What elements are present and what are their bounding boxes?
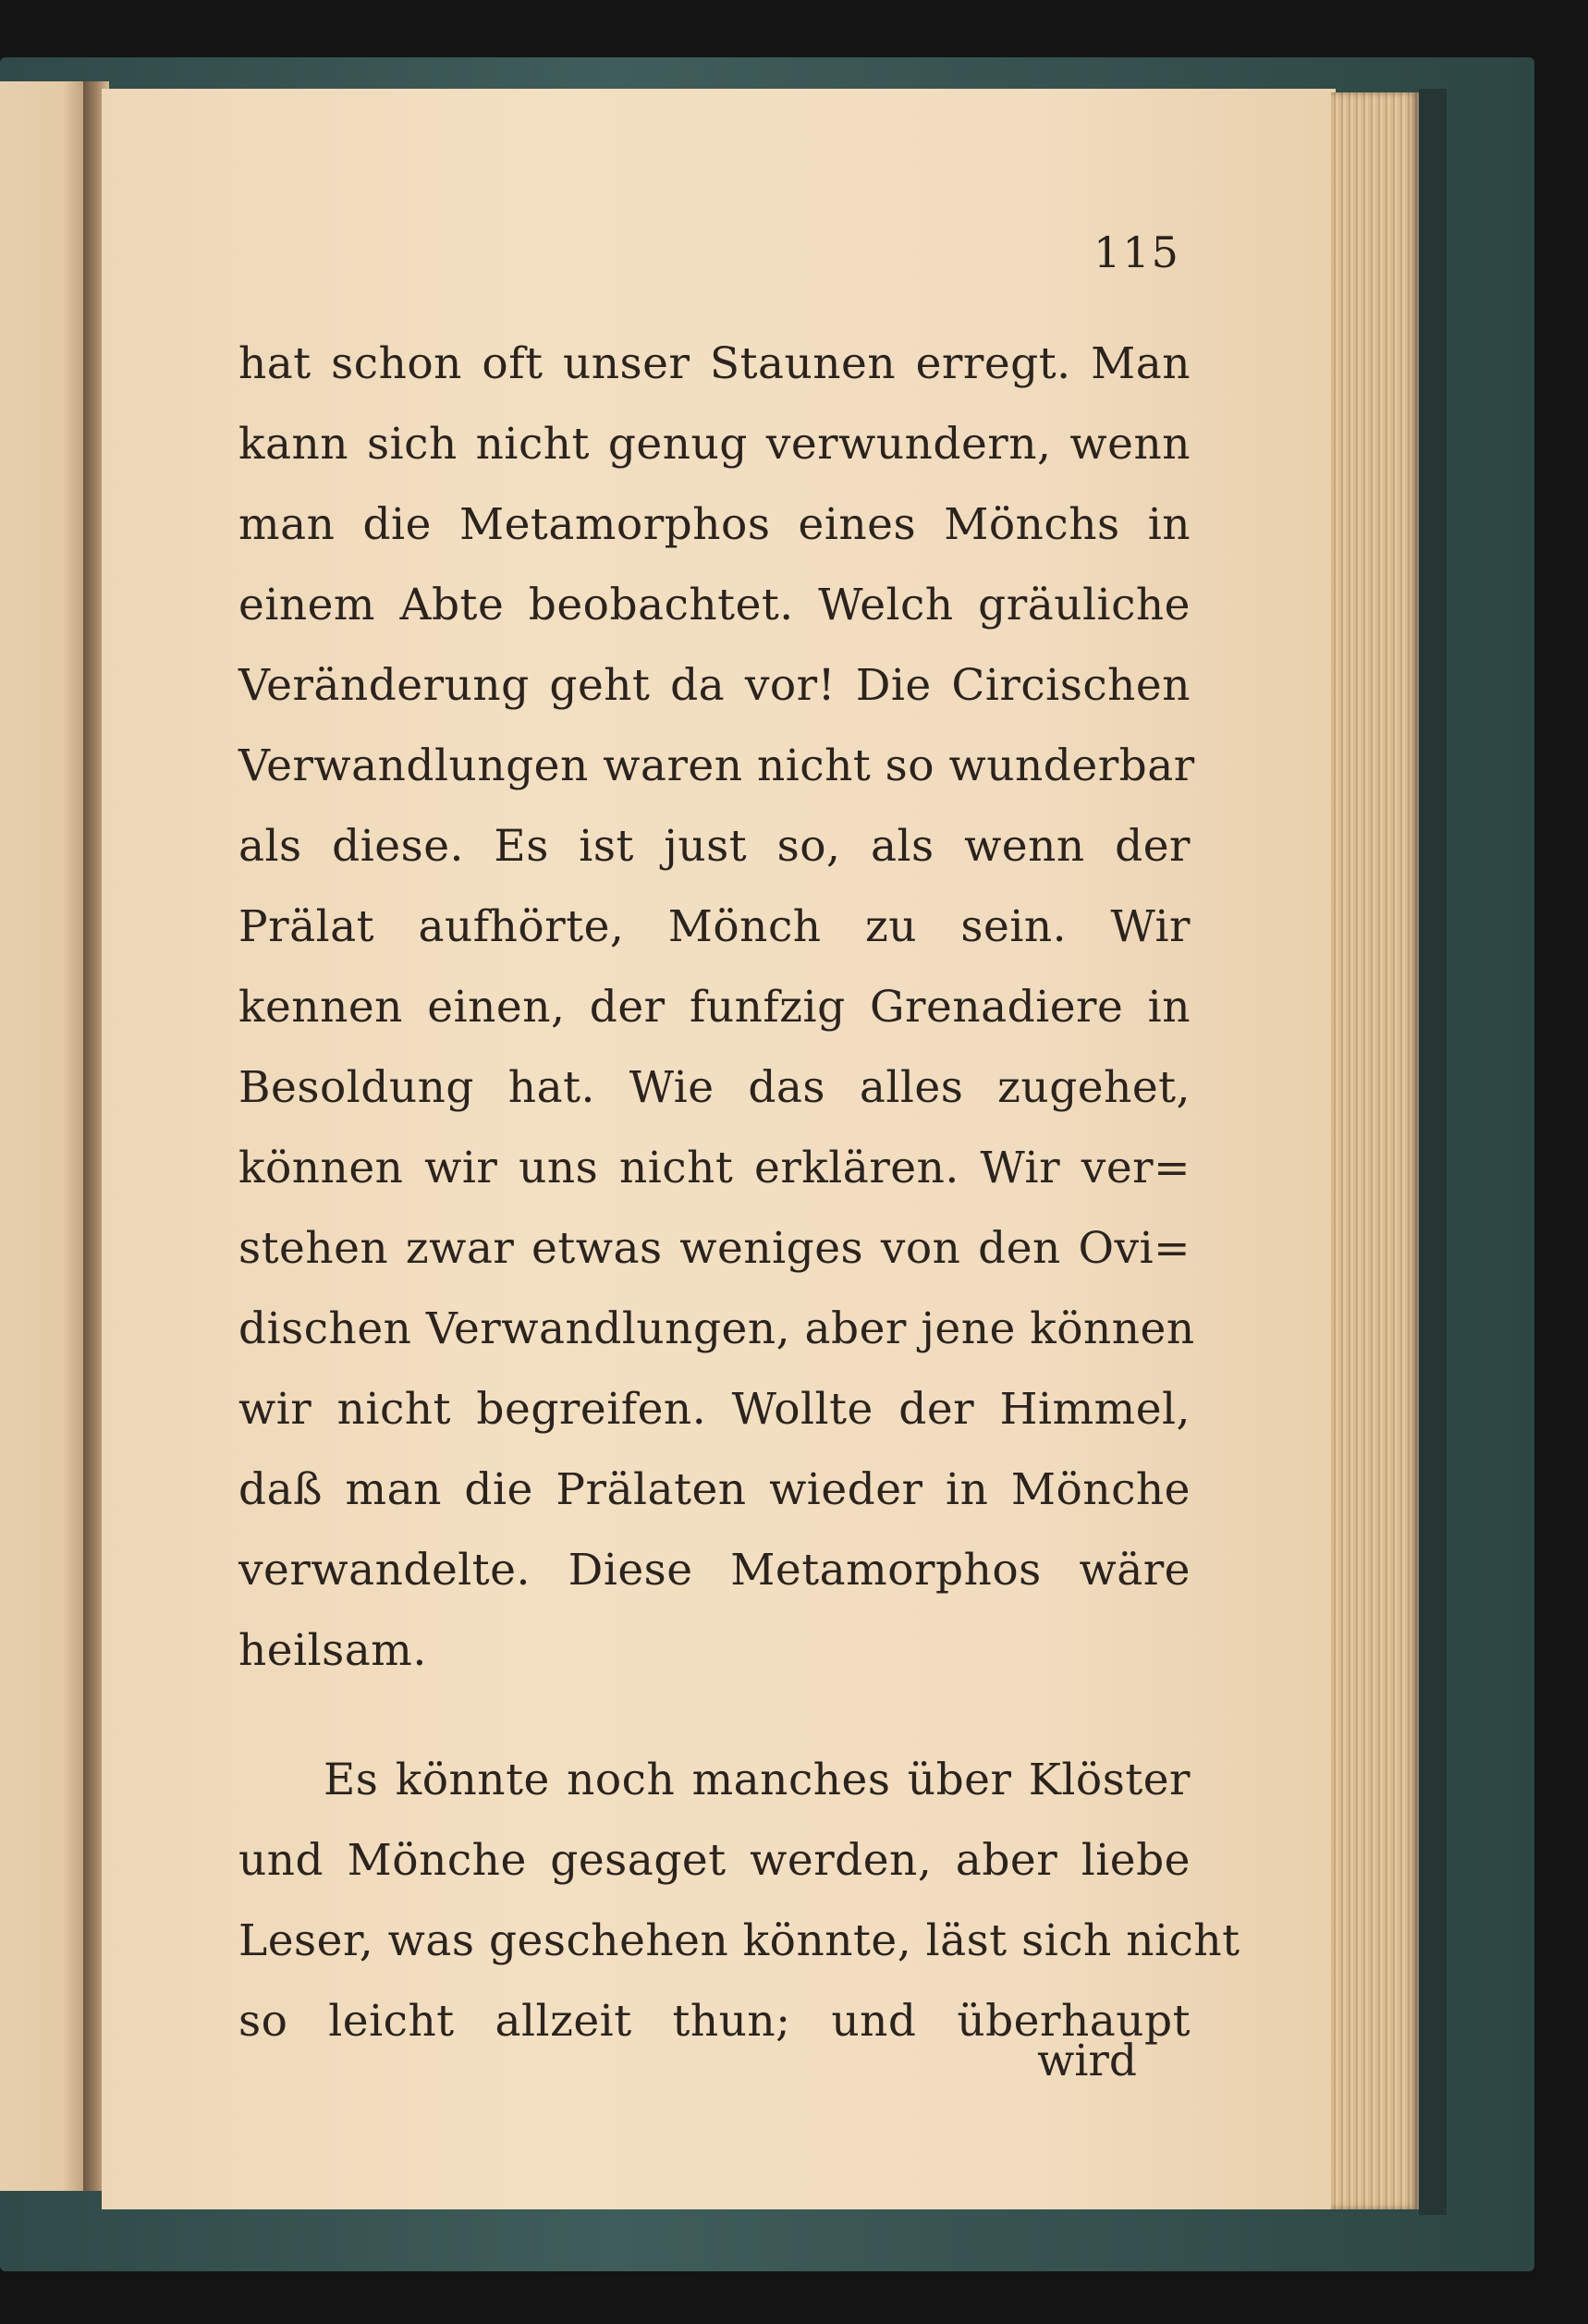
text-line: man die Metamorphos eines Mönchs in [238, 499, 1191, 550]
text-line: kennen einen, der funfzig Grenadiere in [238, 982, 1191, 1033]
text-line: hat schon oft unser Staunen erregt. Man [238, 338, 1191, 389]
paragraph [238, 324, 1195, 1691]
text-line: heilsam. [238, 1625, 427, 1676]
text-line: Besoldung hat. Wie das alles zugehet, [238, 1062, 1191, 1113]
paragraph-gap [238, 1691, 1191, 1740]
text-line: kann sich nicht genug verwundern, wenn [238, 419, 1191, 470]
paragraph [238, 1740, 1240, 2061]
text-line: Es könnte noch manches über Klöster [324, 1755, 1191, 1805]
text-line: einem Abte beobachtet. Welch gräuliche [238, 580, 1191, 630]
left-page-edge [0, 81, 89, 2191]
catchword: wird [1037, 2036, 1137, 2086]
text-line: dischen Verwandlungen, aber jene können [238, 1303, 1195, 1354]
text-line: Prälat aufhörte, Mönch zu sein. Wir [238, 901, 1191, 952]
text-line: daß man die Prälaten wieder in Mönche [238, 1464, 1191, 1515]
text-line: Verwandlungen waren nicht so wunderbar [238, 740, 1195, 791]
page-number: 115 [1093, 227, 1180, 277]
text-line: so leicht allzeit thun; und überhaupt [238, 1996, 1191, 2047]
page-block-edges [1331, 92, 1419, 2209]
body-text [238, 324, 1240, 2061]
text-line: Leser, was geschehen könnte, läst sich nicht [238, 1915, 1240, 1966]
text-line: können wir uns nicht erklären. Wir ver= [238, 1143, 1191, 1193]
text-line: und Mönche gesaget werden, aber liebe [238, 1835, 1191, 1886]
text-line: als diese. Es ist just so, als wenn der [238, 821, 1191, 872]
text-line: wir nicht begreifen. Wollte der Himmel, [238, 1384, 1191, 1435]
cover-edge [1419, 89, 1447, 2215]
text-line: stehen zwar etwas weniges von den Ovi= [238, 1223, 1191, 1274]
text-line: Veränderung geht da vor! Die Circischen [238, 660, 1191, 711]
text-line: verwandelte. Diese Metamorphos wäre [238, 1545, 1191, 1596]
